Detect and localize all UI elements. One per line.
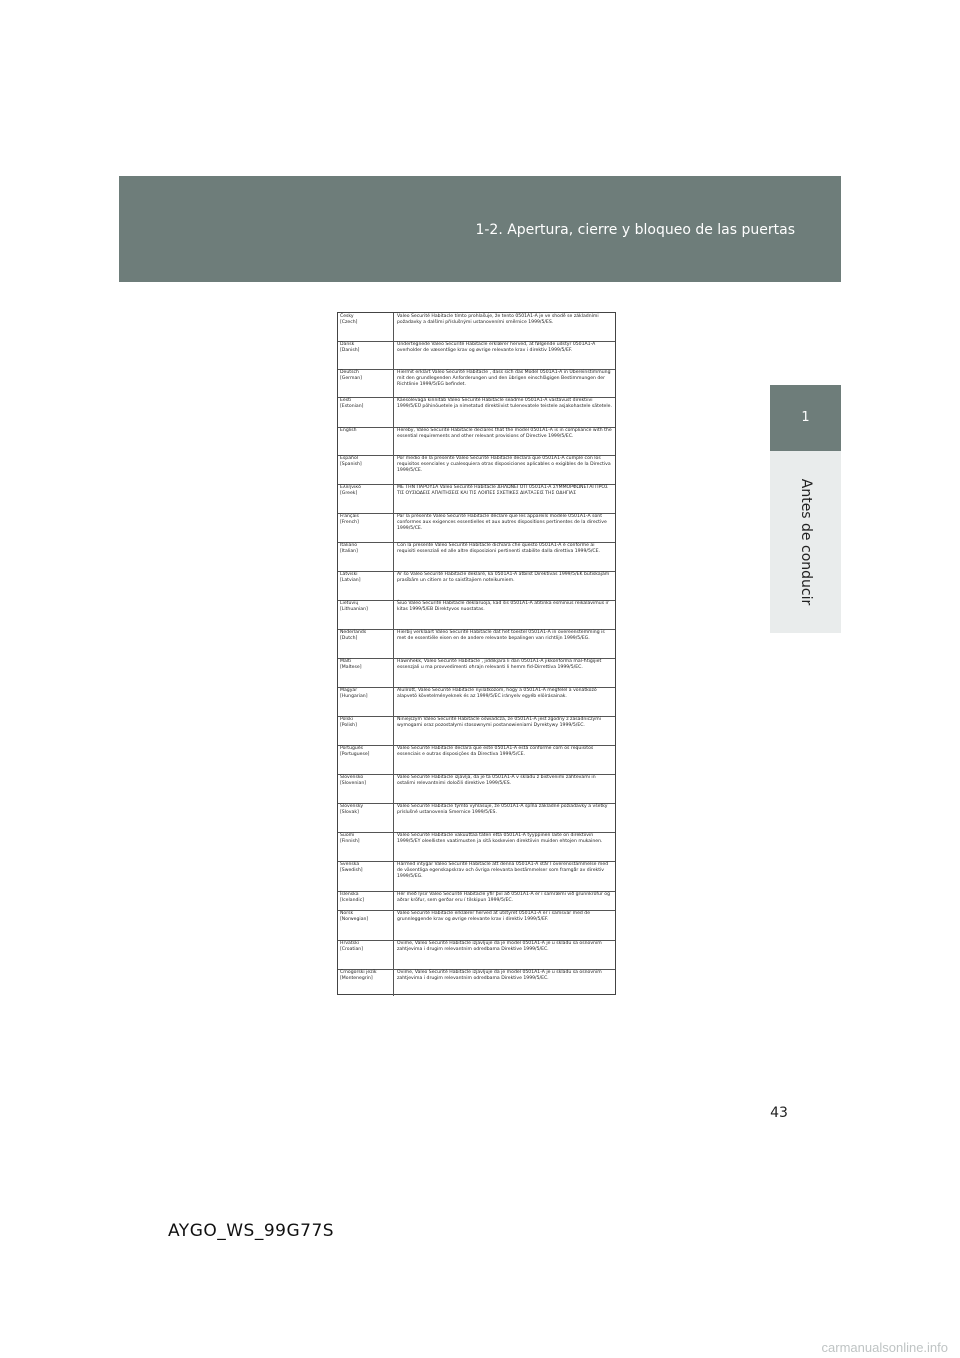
- chapter-side-label: Antes de conducir: [798, 478, 814, 606]
- declaration-row: [338, 513, 615, 543]
- declaration-language: Svenska [Swedish]: [338, 861, 394, 891]
- declaration-language: Norsk [Norwegian]: [338, 910, 394, 940]
- declaration-row: [338, 313, 615, 342]
- declaration-language: Íslenska [Icelandic]: [338, 891, 394, 910]
- declaration-text: Por medio de la presente Valeo Securité Habitacle declara que 0501A1-A cumple con los requisitos esenciales y cualesquiera otras disposiciones aplicables o exigibles de la Directiva 1999/5/CE.: [397, 456, 611, 473]
- declaration-language: Magyar [Hungarian]: [338, 687, 394, 716]
- declaration-text: Valeo Securité Habitacle erklærer herved at utstyret 0501A1-A er i samsvar med de grunnleggende krav og øvrige relevante krav i direktiv 1999/5/EF.: [397, 911, 591, 922]
- declaration-row: [338, 774, 615, 804]
- declaration-text: Hereby, Valeo Securité Habitacle declares that the model 0501A1-A is in compliance with the essential requirements and other relevant provisions of Directive 1999/5/EC.: [397, 428, 612, 439]
- declaration-language: Português [Portuguese]: [338, 745, 394, 774]
- declaration-text: Valeo Securité Habitacle izjavlja, da je ta 0501A1-A v skladu z bistvenimi zahtevami in ostalimi relevantnimi določili direktive 1999/5/ES.: [397, 775, 596, 786]
- declaration-table: [337, 312, 616, 995]
- declaration-text: Niniejszym Valeo Securité Habitacle oświadcza, że 0501A1-A jest zgodny z zasadniczymi wymogami oraz pozostałymi stosownymi postanowieniami Dyrektywy 1999/5/EC.: [397, 717, 602, 728]
- document-code: AYGO_WS_99G77S: [168, 1221, 335, 1241]
- declaration-language: Français [French]: [338, 513, 394, 542]
- declaration-text: Hiermit erklärt Valeo Securité Habitacle , dass sich das Model 0501A1-A in Übereinstimmung mit den grundlegenden Anforderungen und den übrigen einschlägigen Bestimmungen der Richtlinie 1999/5/EG befindet.: [397, 370, 611, 387]
- declaration-text: Ar šo Valeo Securité Habitacle deklarē, ka 0501A1-A atbilst Direktīvas 1999/5/EK būtiskajām prasībām un citiem ar to saistītajiem noteikumiem.: [397, 572, 610, 583]
- declaration-language: Slovensko [Slovenian]: [338, 774, 394, 803]
- declaration-text: Härmed intygar Valeo Securité Habitacle att denna 0501A1-A står I överensstämmelse med de väsentliga egenskapskrav och övriga relevanta bestämmelser som framgår av direktiv 1999/5/EG.: [397, 862, 609, 879]
- declaration-language: Italiano [Italian]: [338, 542, 394, 571]
- declaration-row: [338, 861, 615, 892]
- declaration-row: [338, 571, 615, 601]
- declaration-row: [338, 341, 615, 370]
- chapter-header-bar: [119, 176, 841, 282]
- declaration-text: Ovime, Valeo Securité Habitacle izjavljuje da je model 0501A1-A je u skladu sa osnovnim zahtjevima i drugim relevantnim odredbama Direktive 1999/5/EC.: [397, 941, 602, 952]
- declaration-row: [338, 397, 615, 428]
- declaration-row: [338, 940, 615, 970]
- declaration-row: [338, 542, 615, 572]
- declaration-language: Česky [Czech]: [338, 313, 394, 341]
- declaration-text: Hér með lýsir Valeo Securité Habitacle yfir því að 0501A1-A er í samræmi við grunnkröfur og aðrar kröfur, sem gerðar eru í tilskipun 1999/5/EC.: [397, 892, 610, 903]
- declaration-text: Valeo Securité Habitacle vakuuttaa täten että 0501A1-A tyyppinen laite on direktiivin 1999/5/EY oleellisten vaatimusten ja sitä koskevien direktiivin muiden ehtojen mukainen.: [397, 833, 603, 844]
- watermark: carmanualsonline.info: [821, 1340, 948, 1355]
- declaration-row: [338, 969, 615, 996]
- declaration-language: Slovensky [Slovak]: [338, 803, 394, 832]
- declaration-row: [338, 891, 615, 911]
- declaration-text: ΜΕ ΤΗΝ ΠΑΡΟΥΣΑ Valeo Securité Habitacle ΔΗΛΩΝΕΙ ΟΤΙ 0501A1-A ΣΥΜΜΟΡΦΩΝΕΤΑΙ ΠΡΟΣ ΤΙΣ ΟΥΣΙΩΔΕΙΣ ΑΠΑΙΤΗΣΕΙΣ ΚΑΙ ΤΙΣ ΛΟΙΠΕΣ ΣΧΕΤΙΚΕΣ ΔΙΑΤΑΞΕΙΣ ΤΗΣ ΟΔΗΓΙΑΣ: [397, 485, 608, 496]
- section-title: 1-2. Apertura, cierre y bloqueo de las puertas: [475, 222, 795, 238]
- declaration-row: [338, 369, 615, 398]
- declaration-text: Con la presente Valeo Securité Habitacle dichiara che questo 0501A1-A è conforme ai requisiti essenziali ed alle altre disposizioni pertinenti stabilite dalla direttiva 1999/5/CE.: [397, 543, 600, 554]
- declaration-text: Käesolevaga kinnitab Valeo Securité Habitacle seadme 0501A1-A vastavust direktiivi 1999/5/EÜ põhinõuetele ja nimetatud direktiivist tulenevatele teistele asjakohastele sätetele.: [397, 398, 612, 409]
- declaration-language: English: [338, 427, 394, 455]
- declaration-row: [338, 629, 615, 659]
- declaration-row: [338, 455, 615, 485]
- declaration-language: Lietuvių [Lithuanian]: [338, 600, 394, 629]
- declaration-row: [338, 745, 615, 775]
- declaration-language: Dansk [Danish]: [338, 341, 394, 369]
- declaration-language: Deutsch [German]: [338, 369, 394, 397]
- declaration-row: [338, 600, 615, 630]
- declaration-text: Ovime, Valeo Securité Habitacle izjavljuje da je model 0501A1-A je u skladu sa osnovnim zahtjevima i drugim relevantnim odredbama Direktive 1999/5/EC.: [397, 970, 602, 981]
- declaration-text: Undertegnede Valeo Securité Habitacle erklærer herved, at følgende udstyr 0501A1-A overholder de væsentlige krav og øvrige relevante krav i direktiv 1999/5/EF.: [397, 342, 596, 353]
- declaration-row: [338, 687, 615, 717]
- declaration-text: Šiuo Valeo Securité Habitacle deklaruoja, kad šis 0501A1-A atitinka esminius reikalavimus ir kitas 1999/5/EB Direktyvos nuostatas.: [397, 601, 609, 612]
- declaration-text: Hawnhekk, Valeo Securité Habitacle , jiddikjara li dan 0501A1-A jikkonforma mal-ħtiġijiet essenzjali u ma provvedimenti oħrajn relevanti li hemm fid-Dirrettiva 1999/5/EC.: [397, 659, 602, 670]
- chapter-number-tab: 1: [770, 385, 841, 451]
- declaration-language: Español [Spanish]: [338, 455, 394, 484]
- declaration-language: Hrvatski [Croatian]: [338, 940, 394, 969]
- declaration-language: Suomi [Finnish]: [338, 832, 394, 861]
- declaration-language: Latviski [Latvian]: [338, 571, 394, 600]
- declaration-text: Par la présente Valeo Securité Habitacle déclare que les appareils modèle 0501A1-A sont conformes aux exigences essentielles et aux autres dispositions pertinentes de la directive 1999/5/CE.: [397, 514, 607, 531]
- declaration-text: Alulírott, Valeo Securité Habitacle nyilatkozom, hogy a 0501A1-A megfelel a vonatkozó alapvetõ követelményeknek és az 1999/5/EC irányelv egyéb elõírásainak.: [397, 688, 597, 699]
- declaration-row: [338, 484, 615, 514]
- declaration-row: [338, 716, 615, 746]
- page-number: 43: [770, 1105, 788, 1121]
- declaration-text: Hierbij verklaart Valeo Securité Habitacle dat het toestel 0501A1-A in overeenstemming is met de essentiële eisen en de andere relevante bepalingen van richtlijn 1999/5/EG.: [397, 630, 605, 641]
- declaration-row: [338, 427, 615, 456]
- declaration-row: [338, 910, 615, 941]
- declaration-row: [338, 803, 615, 833]
- declaration-language: Crnogorski jezik [Montenegrin]: [338, 969, 394, 996]
- declaration-language: Polski [Polish]: [338, 716, 394, 745]
- declaration-language: Nederlands [Dutch]: [338, 629, 394, 658]
- declaration-language: Eesti [Estonian]: [338, 397, 394, 427]
- declaration-text: Valeo Securité Habitacle týmto vyhlasuje, že 0501A1-A spĺňa základné požiadavky a všetky príslušné ustanovenia Smernice 1999/5/ES.: [397, 804, 608, 815]
- declaration-text: Valeo Securité Habitacle declara que este 0501A1-A está conforme com os requisitos essenciais e outras disposições da Directiva 1999/5/CE.: [397, 746, 594, 757]
- declaration-text: Valeo Securité Habitacle tímto prohlašuje, že tento 0501A1-A je ve shodě se základními požadavky a dalšími příslušnými ustanoveními směrnice 1999/5/ES.: [397, 314, 599, 325]
- declaration-language: Ελληνικό [Greek]: [338, 484, 394, 513]
- declaration-row: [338, 832, 615, 862]
- declaration-row: [338, 658, 615, 688]
- declaration-language: Malti [Maltese]: [338, 658, 394, 687]
